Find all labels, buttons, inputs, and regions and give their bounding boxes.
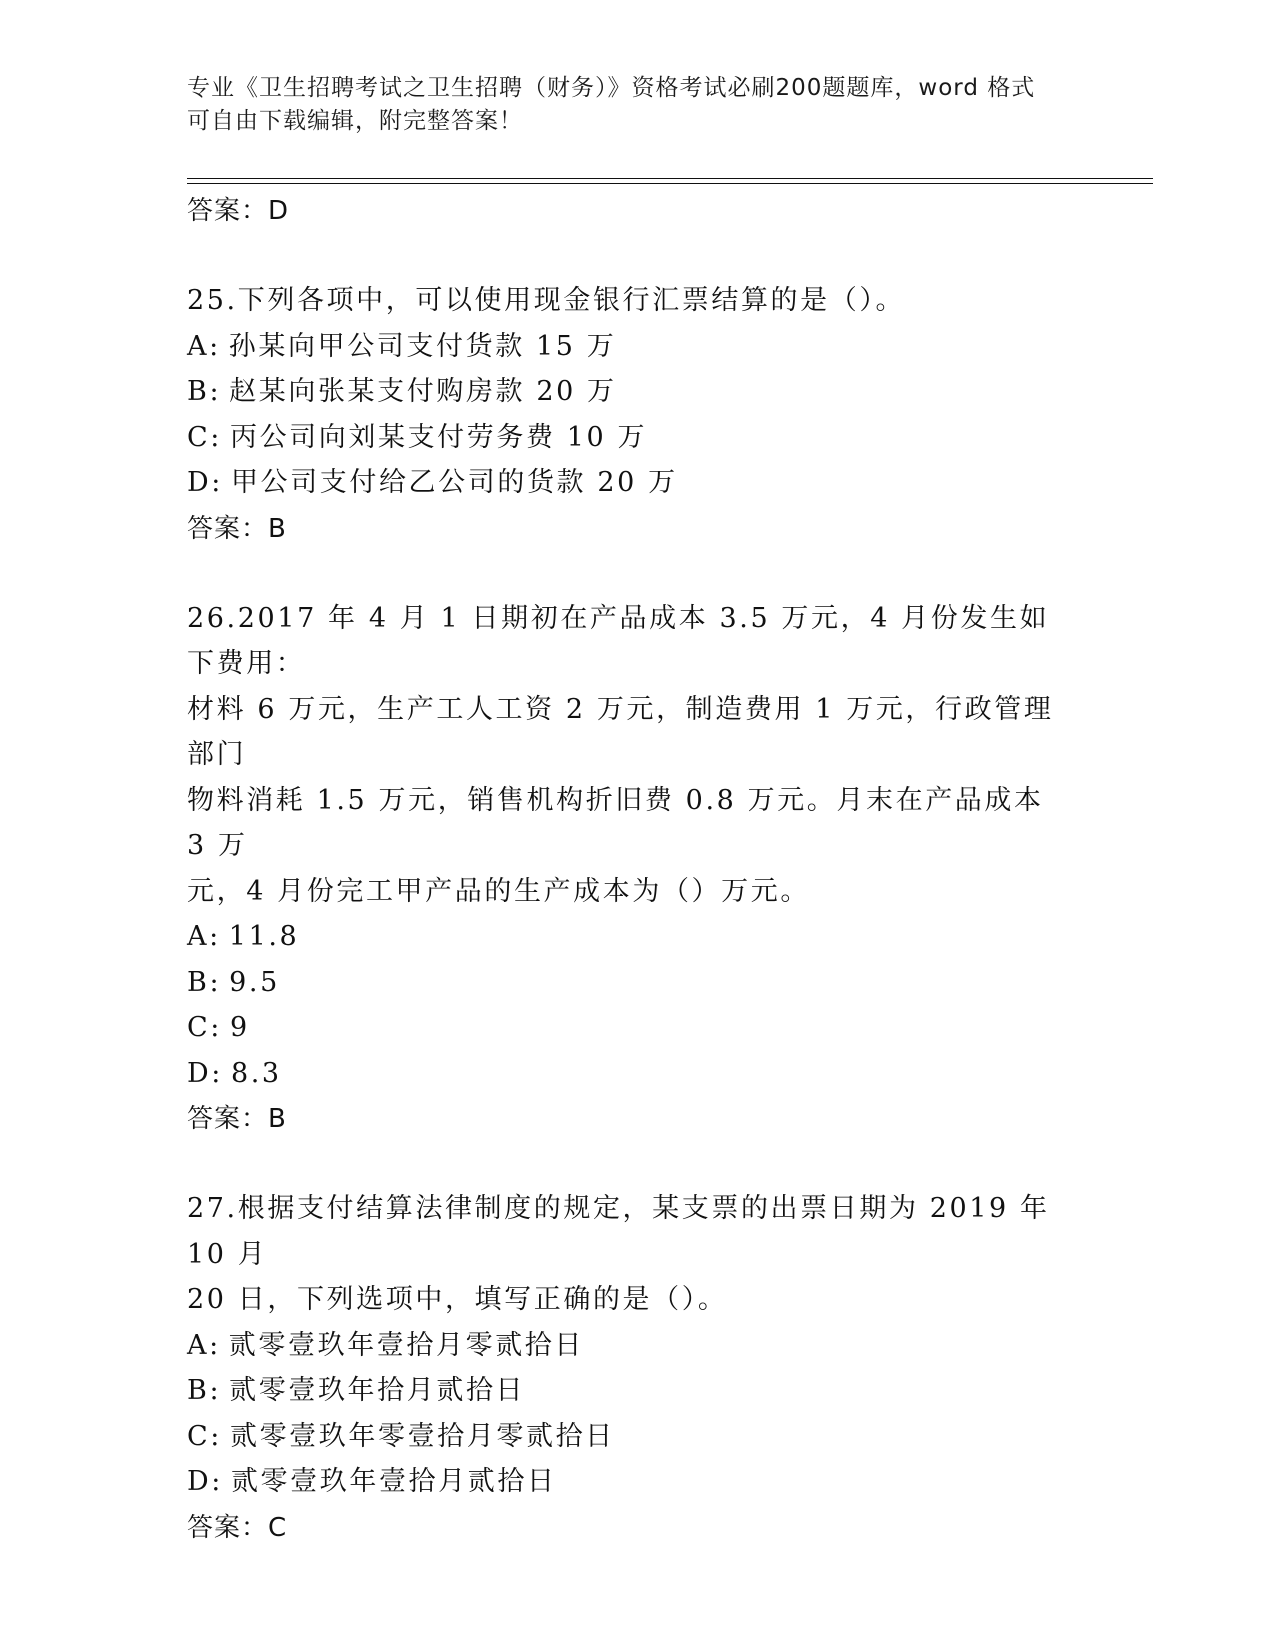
- option-c: [187, 1414, 1067, 1460]
- header-rule-top: [187, 178, 1153, 179]
- option-c: [187, 415, 1067, 461]
- option-text: 贰零壹玖年壹拾月零贰拾日: [228, 1329, 584, 1361]
- option-letter: A:: [187, 921, 221, 952]
- option-text: 孙某向甲公司支付货款 15 万: [228, 330, 617, 362]
- option-a: [187, 324, 1067, 370]
- option-letter: D:: [187, 467, 223, 498]
- header-line-2: 可自由下载编辑，附完整答案！: [187, 108, 523, 134]
- option-text: 8.3: [230, 1057, 282, 1089]
- option-text: 11.8: [228, 921, 300, 952]
- option-text: 贰零壹玖年拾月贰拾日: [229, 1375, 526, 1406]
- option-b: [187, 1368, 1067, 1414]
- option-b: [187, 960, 1067, 1006]
- question-25: [187, 278, 1067, 552]
- question-stem-line: 27.根据支付结算法律制度的规定，某支票的出票日期为 2019 年 10 月: [187, 1193, 1050, 1270]
- question-26: [187, 596, 1067, 1143]
- option-text: 丙公司向刘某支付劳务费 10 万: [229, 421, 648, 453]
- option-letter: B:: [187, 1375, 222, 1406]
- option-letter: C:: [187, 1420, 222, 1452]
- question-27: [187, 1186, 1067, 1551]
- option-letter: C:: [187, 1012, 222, 1043]
- option-letter: C:: [187, 421, 222, 453]
- option-d: [187, 1051, 1067, 1097]
- question-stem-line: 26.2017 年 4 月 1 日期初在产品成本 3.5 万元，4 月份发生如下费用：: [187, 602, 1050, 679]
- question-stem-line: 元，4 月份完工甲产品的生产成本为（）万元。: [187, 875, 810, 907]
- option-c: [187, 1005, 1067, 1051]
- option-a: [187, 1323, 1067, 1369]
- page-header: [187, 72, 1067, 138]
- question-stem-line: 物料消耗 1.5 万元，销售机构折旧费 0.8 万元。月末在产品成本 3 万: [187, 784, 1044, 861]
- option-text: 甲公司支付给乙公司的货款 20 万: [230, 467, 678, 498]
- question-stem: 25.下列各项中，可以使用现金银行汇票结算的是（）。: [187, 285, 906, 316]
- option-d: [187, 460, 1067, 506]
- option-letter: B:: [187, 966, 222, 998]
- option-letter: A:: [187, 1329, 221, 1361]
- option-letter: D:: [187, 1057, 223, 1089]
- document-body: [187, 188, 1067, 1551]
- answer: 答案：B: [187, 513, 287, 544]
- option-text: 赵某向张某支付购房款 20 万: [229, 376, 617, 407]
- header-rule-bottom: [187, 183, 1153, 184]
- option-text: 贰零壹玖年壹拾月贰拾日: [230, 1466, 557, 1497]
- question-stem-line: 材料 6 万元，生产工人工资 2 万元，制造费用 1 万元，行政管理部门: [187, 693, 1054, 770]
- answer: 答案：C: [187, 1512, 288, 1543]
- question-stem-line: 20 日，下列选项中，填写正确的是（）。: [187, 1284, 728, 1315]
- option-b: [187, 369, 1067, 415]
- header-line-1: 专业《卫生招聘考试之卫生招聘（财务）》资格考试必刷200题题库，word 格式: [187, 75, 1036, 101]
- option-text: 贰零壹玖年零壹拾月零贰拾日: [229, 1420, 615, 1452]
- option-letter: A:: [187, 330, 221, 362]
- option-text: 9: [229, 1012, 250, 1043]
- option-text: 9.5: [229, 966, 280, 998]
- previous-answer: 答案：D: [187, 196, 290, 226]
- answer: 答案：B: [187, 1104, 287, 1134]
- option-a: [187, 914, 1067, 960]
- option-letter: B:: [187, 376, 222, 407]
- option-letter: D:: [187, 1466, 223, 1497]
- option-d: [187, 1459, 1067, 1505]
